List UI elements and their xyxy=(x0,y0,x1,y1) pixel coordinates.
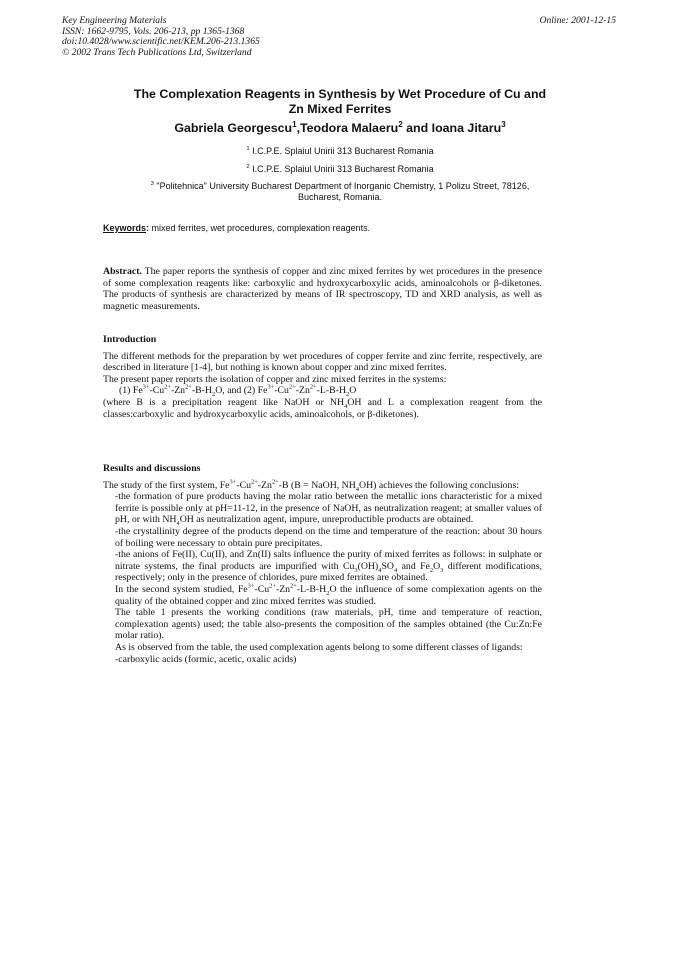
results-paragraph: -the anions of Fe(II), Cu(II), and Zn(II) salts influence the purity of mixed ferrites as follows: in sulphate or nitrate systems, the final products are impurified with $Cu_3(OH)_4SO_4$ and $Fe_2O_3$ different modifications, respectively; only in the presence of chlorides, pure mixed ferrites are obtained. xyxy=(115,549,542,584)
affiliation-1: $^1$ I.C.P.E. Splaiul Unirii 313 Bucharest Romania xyxy=(246,146,434,156)
results-heading: Results and discussions xyxy=(103,463,201,474)
results-paragraph: In the second system studied, $Fe^{3+}-Cu^{2+}-Zn^{2+}-L-B-H_2O$ the influence of some complexation agents on the quality of the obtained copper and zinc mixed ferrites was studied. xyxy=(115,582,543,607)
introduction-section xyxy=(103,334,542,420)
results-paragraph: As is observed from the table, the used complexation agents belong to some different classes of ligands: xyxy=(115,641,523,653)
results-section xyxy=(103,463,542,665)
introduction-paragraph: The present paper reports the isolation of copper and zinc mixed ferrites in the systems: xyxy=(103,373,447,385)
copyright-line: © 2002 Trans Tech Publications Ltd, Switzerland xyxy=(62,46,252,58)
keywords-text: mixed ferrites, wet procedures, complexation reagents. xyxy=(149,223,371,233)
doi-line: doi:10.4028/www.scientific.net/KEM.206-213.1365 xyxy=(62,36,260,48)
author-2: ,Teodora Malaeru xyxy=(296,121,399,135)
results-paragraph: -the crystallinity degree of the products depend on the time and temperature of the reaction: about 30 hours of boiling were necessary to obtain pure precipitates. xyxy=(115,525,542,549)
online-date: Online: 2001-12-15 xyxy=(539,15,616,26)
abstract xyxy=(103,266,542,312)
results-paragraph: -carboxylic acids (formic, acetic, oxalic acids) xyxy=(115,653,297,665)
introduction-heading: Introduction xyxy=(103,334,157,345)
abstract-text: The paper reports the synthesis of copper and zinc mixed ferrites by wet procedures in the presence of some complexation reagents like: carboxylic and hydroxycarboxylic acids, aminoalcohols or β-diketones. The products of synthesis are characterized by means of IR spectroscopy, TD and XRD analysis, as well as magnetic measurements. xyxy=(103,266,542,312)
results-paragraph: The study of the first system, $Fe^{3+}-Cu^{2+}-Zn^{2+}-B$ (B = NaOH, $NH_4OH$) achieves the following conclusions: xyxy=(103,478,519,493)
results-paragraph: -the formation of pure products having the molar ratio between the metallic ions characteristic for a mixed ferrite is possible only at pH=11-12, in the presence of NaOH, as neutralization reagent; at smaller values of pH, or with $NH_4OH$ as neutralization agent, impure, unreproductible products are obtained. xyxy=(115,491,542,528)
issn-line: ISSN: 1662-9795, Vols. 206-213, pp 1365-1368 xyxy=(62,25,245,37)
abstract-label: Abstract. xyxy=(103,266,142,277)
journal-header xyxy=(62,16,260,58)
author-1: Gabriela Georgescu xyxy=(174,121,293,135)
author-3: and Ioana Jitaru xyxy=(402,121,502,135)
keywords: Keywords: mixed ferrites, wet procedures, complexation reagents. xyxy=(103,223,371,233)
author-list: Gabriela Georgescu$^1$,Teodora Malaeru$^2$ and Ioana Jitaru$^3$ xyxy=(174,119,506,135)
journal-name: Key Engineering Materials xyxy=(62,15,167,26)
paper-title: The Complexation Reagents in Synthesis by Wet Procedure of Cu and Zn Mixed Ferrites xyxy=(133,87,547,116)
introduction-paragraph: (where B is a precipitation reagent like NaOH or $NH_4OH$ and L a complexation reagent from the classes:carboxylic and hydroxycarboxylic acids, aminoalcohols, or β-diketones). xyxy=(103,396,542,420)
keywords-label: Keywords xyxy=(103,223,147,233)
affiliation-2: $^2$ I.C.P.E. Splaiul Unirii 313 Bucharest Romania xyxy=(246,164,434,174)
introduction-paragraph: The different methods for the preparation by wet procedures of copper ferrite and zinc ferrite, respectively, are described in literature [1-4], but nothing is known about copper and zinc mixed ferrites. xyxy=(103,350,542,374)
systems-formula: (1) $Fe^{3+}-Cu^{2+}-Zn^{2+}-B-H_2O$, and (2) $Fe^{3+}-Cu^{2+}-Zn^{2+}-L-B-H_2O$ xyxy=(119,384,357,399)
results-paragraph: The table 1 presents the working conditions (raw materials, pH, time and temperature of reaction, complexation agents) used; the table also-presents the composition of the samples obtained (the Cu:Zn:Fe molar ratio). xyxy=(115,607,542,642)
affiliation-3: $^3$ "Politehnica" University Bucharest Department of Inorganic Chemistry, 1 Polizu Street, 78126, Bucharest, Romania. xyxy=(150,181,530,202)
